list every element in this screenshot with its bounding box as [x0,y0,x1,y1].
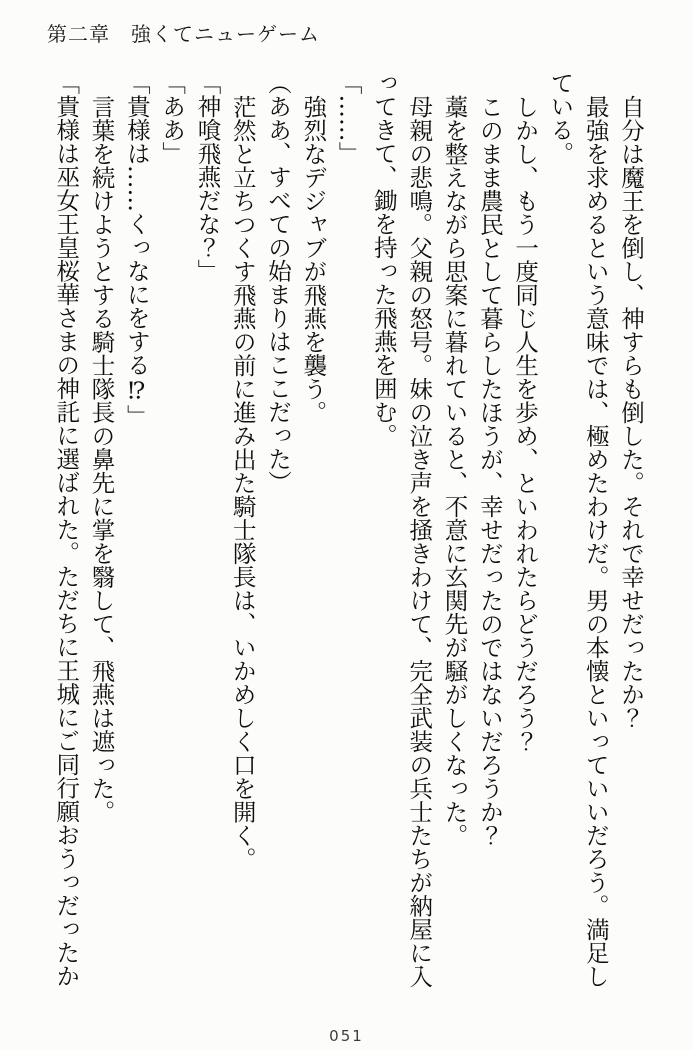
paragraph: このまま農民として暮らしたほうが、幸せだったのではないだろうか？ [475,94,504,847]
paragraph: しかし、もう一度同じ人生を歩め、といわれたらどうだろう？ [511,94,540,753]
paragraph: 茫然と立ちつくす飛燕の前に進み出た騎士隊長は、いかめしく口を開く。 [228,94,257,870]
paragraph: 「貴様は巫女王皇桜華さまの神託に選ばれた。ただちに王城にご同行願おうっだったか [52,71,81,988]
chapter-header: 第二章 強くてニューゲーム [47,22,320,46]
paragraph: 「神喰飛燕だな？」 [193,71,222,283]
paragraph: 「貴様は……くっなにをする⁉」 [122,71,151,428]
paragraph: 言葉を続けようとする騎士隊長の鼻先に掌を翳して、飛燕は遮った。 [87,94,116,823]
paragraph: 強烈なデジャブが飛燕を襲う。 [299,94,328,424]
paragraph: 「ああ」 [158,71,187,165]
paragraph: 自分は魔王を倒し、神すらも倒した。それで幸せだったか？ [617,94,645,729]
page-number: 051 [329,1027,364,1045]
body-text [46,71,648,991]
paragraph: 「……」 [334,71,363,165]
paragraph: 最強を求めるという意味では、極めたわけだ。男の本懐といっていいだろう。満足している。 [546,71,610,988]
paragraph: 藁を整えながら思案に暮れていると、不意に玄関先が騒がしくなった。 [440,94,469,847]
paragraph: （ああ、すべての始まりはここだった） [264,71,293,494]
paragraph: 母親の悲鳴。父親の怒号。妹の泣き声を掻きわけて、完全武装の兵士たちが納屋に入ってきて、鋤を持った飛燕を囲む。 [369,71,434,988]
